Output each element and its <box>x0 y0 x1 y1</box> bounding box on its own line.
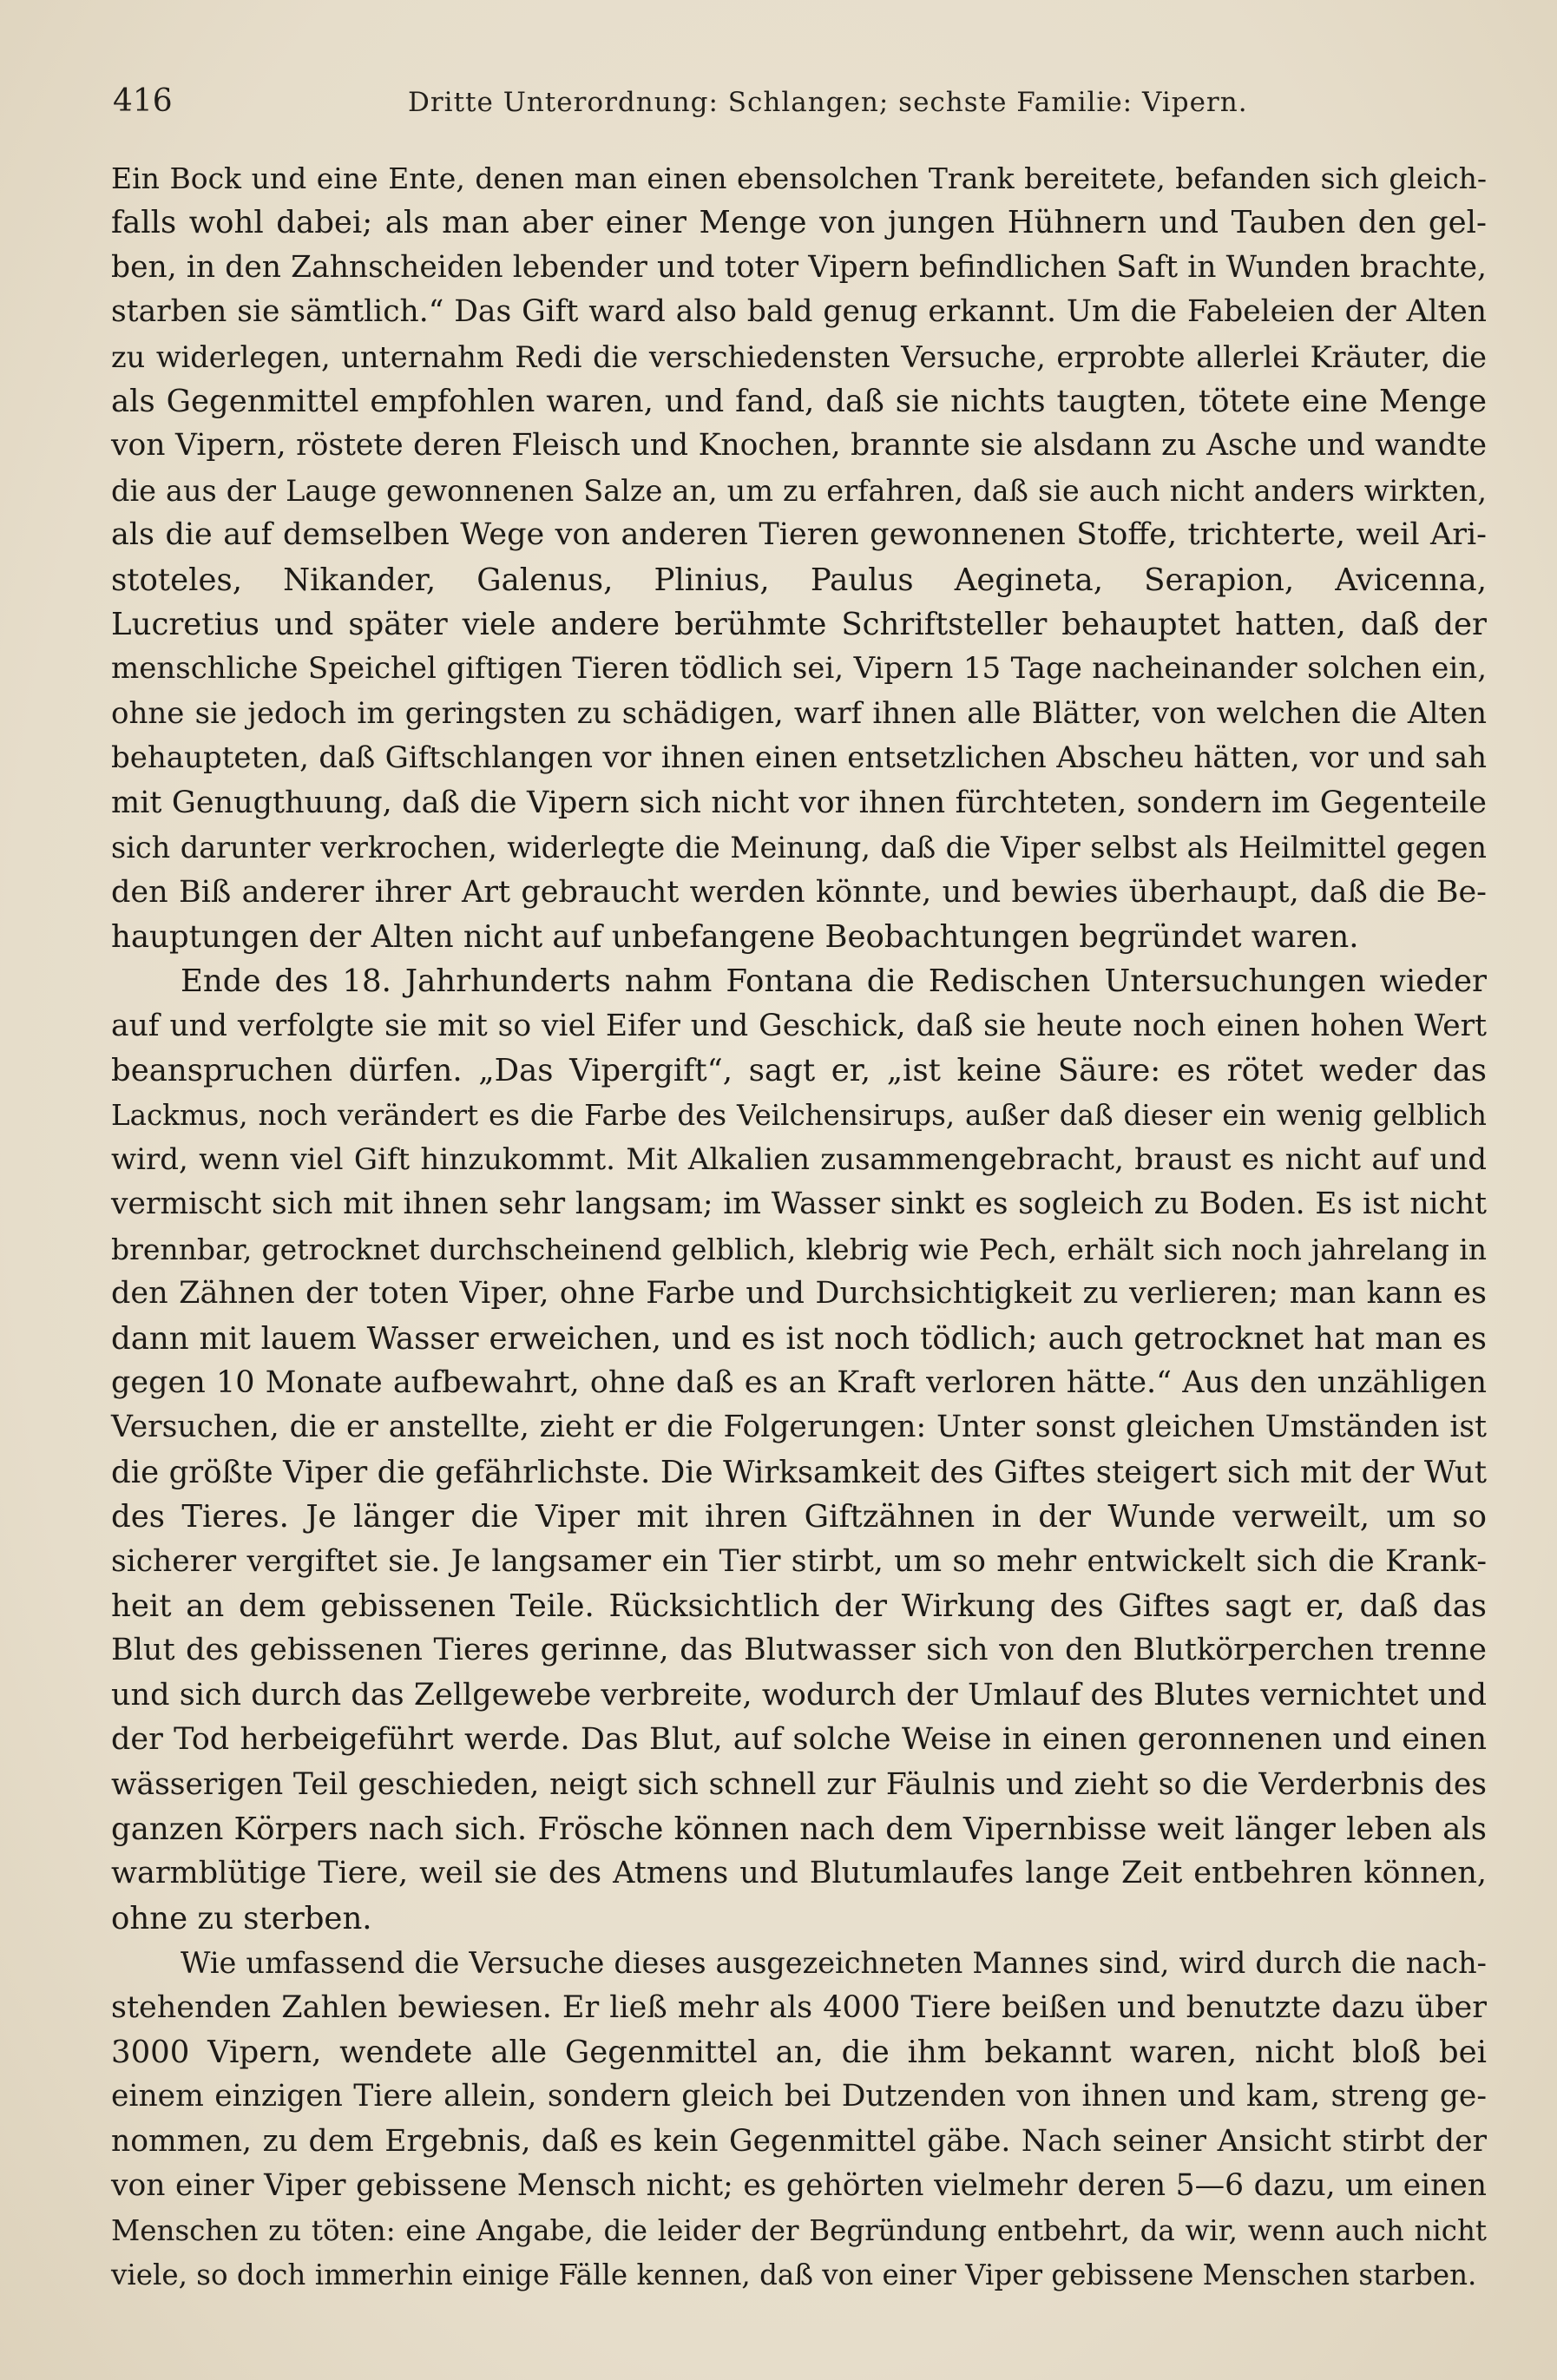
text-line: den Zähnen der toten Viper, ohne Farbe und Durchsichtigkeit zu verlieren; man kann es <box>111 1276 1487 1312</box>
text-line: Versuchen, die er anstellte, zieht er die Folgerungen: Unter sonst gleichen Umständen ist <box>111 1410 1487 1445</box>
paragraph <box>111 156 1487 959</box>
text-line: heit an dem gebissenen Teile. Rücksichtlich der Wirkung des Giftes sagt er, daß das <box>111 1588 1487 1624</box>
text-line: stoteles, Nikander, Galenus, Plinius, Paulus Aegineta, Serapion, Avicenna, <box>111 562 1487 598</box>
text-line: dann mit lauem Wasser erweichen, und es ist noch tödlich; auch getrocknet hat man es <box>111 1320 1487 1357</box>
text-line: Lackmus, noch verändert es die Farbe des Veilchensirups, außer daß dieser ein wenig gelblich <box>111 1098 1487 1132</box>
text-line: sicherer vergiftet sie. Je langsamer ein Tier stirbt, um so mehr entwickelt sich die Krank- <box>111 1543 1487 1579</box>
text-line: wird, wenn viel Gift hinzukommt. Mit Alkalien zusammengebracht, braust es nicht auf und <box>111 1141 1487 1177</box>
text-line: viele, so doch immerhin einige Fälle kennen, daß von einer Viper gebissene Menschen starben. <box>111 2258 1477 2292</box>
text-line: sich darunter verkrochen, widerlegte die Meinung, daß die Viper selbst als Heilmittel gegen <box>111 831 1487 865</box>
text-line: behaupteten, daß Giftschlangen vor ihnen einen entsetzlichen Abscheu hätten, vor und sah <box>111 740 1487 776</box>
text-line: einem einzigen Tiere allein, sondern gleich bei Dutzenden von ihnen und kam, streng ge- <box>111 2079 1487 2114</box>
text-line: von Vipern, röstete deren Fleisch und Knochen, brannte sie alsdann zu Asche und wandte <box>111 428 1487 464</box>
running-head: Dritte Unterordnung: Schlangen; sechste Familie: Vipern. <box>408 87 1248 118</box>
text-line: Menschen zu töten: eine Angabe, die leider der Begründung entbehrt, da wir, wenn auch nicht <box>111 2213 1487 2247</box>
page-header <box>113 83 1445 130</box>
text-line: des Tieres. Je länger die Viper mit ihren Giftzähnen in der Wunde verweilt, um so <box>111 1499 1487 1535</box>
text-line: nommen, zu dem Ergebnis, daß es kein Gegenmittel gäbe. Nach seiner Ansicht stirbt der <box>111 2123 1487 2159</box>
text-line: brennbar, getrocknet durchscheinend gelblich, klebrig wie Pech, erhält sich noch jahrelang in <box>111 1232 1487 1266</box>
text-line: die größte Viper die gefährlichste. Die Wirksamkeit des Giftes steigert sich mit der Wut <box>111 1454 1487 1490</box>
text-line: ben, in den Zahnscheiden lebender und toter Vipern befindlichen Saft in Wunden brachte, <box>111 249 1487 285</box>
text-line: Blut des gebissenen Tieres gerinne, das Blutwasser sich von den Blutkörperchen trenne <box>111 1633 1487 1668</box>
text-line: stehenden Zahlen bewiesen. Er ließ mehr als 4000 Tiere beißen und benutzte dazu über <box>111 1989 1487 2025</box>
paragraph <box>111 959 1487 1941</box>
text-line: ganzen Körpers nach sich. Frösche können nach dem Vipernbisse weit länger leben als <box>111 1811 1487 1848</box>
text-line: als die auf demselben Wege von anderen Tieren gewonnenen Stoffe, trichterte, weil Ari- <box>111 517 1487 553</box>
text-line: starben sie sämtlich.“ Das Gift ward also bald genug erkannt. Um die Fabeleien der Alten <box>111 294 1487 330</box>
text-line: als Gegenmittel empfohlen waren, und fand, daß sie nichts taugten, tötete eine Menge <box>111 384 1487 420</box>
text-line: gegen 10 Monate aufbewahrt, ohne daß es an Kraft verloren hätte.“ Aus den unzähligen <box>111 1364 1487 1400</box>
text-line: Ein Bock und eine Ente, denen man einen ebensolchen Trank bereitete, befanden sich gleich- <box>111 161 1487 195</box>
text-line: Ende des 18. Jahrhunderts nahm Fontana die Redischen Untersuchungen wieder <box>181 963 1487 1000</box>
text-line: hauptungen der Alten nicht auf unbefangene Beobachtungen begründet waren. <box>111 918 1359 955</box>
page-number: 416 <box>113 83 173 119</box>
body-text <box>111 156 1487 2298</box>
text-line: ohne sie jedoch im geringsten zu schädigen, warf ihnen alle Blätter, von welchen die Alten <box>111 695 1487 731</box>
text-line: vermischt sich mit ihnen sehr langsam; im Wasser sinkt es sogleich zu Boden. Es ist nicht <box>111 1187 1487 1222</box>
text-line: Wie umfassend die Versuche dieses ausgezeichneten Mannes sind, wird durch die nach- <box>181 1946 1487 1981</box>
text-line: ohne zu sterben. <box>111 1900 372 1936</box>
text-line: warmblütige Tiere, weil sie des Atmens und Blutumlaufes lange Zeit entbehren können, <box>111 1856 1487 1891</box>
text-line: und sich durch das Zellgewebe verbreite, wodurch der Umlauf des Blutes vernichtet und <box>111 1677 1487 1713</box>
text-line: mit Genugthuung, daß die Vipern sich nicht vor ihnen fürchteten, sondern im Gegenteile <box>111 785 1487 820</box>
text-line: Lucretius und später viele andere berühmte Schriftsteller behauptet hatten, daß der <box>111 607 1487 643</box>
text-line: die aus der Lauge gewonnenen Salze an, um zu erfahren, daß sie auch nicht anders wirkten, <box>111 473 1487 508</box>
text-line: den Biß anderer ihrer Art gebraucht werden könnte, und bewies überhaupt, daß die Be- <box>111 874 1487 910</box>
text-line: auf und verfolgte sie mit so viel Eifer und Geschick, daß sie heute noch einen hohen Wert <box>111 1008 1487 1043</box>
paragraph <box>111 1941 1487 2298</box>
text-line: von einer Viper gebissene Mensch nicht; es gehörten vielmehr deren 5—6 dazu, um einen <box>111 2168 1487 2204</box>
text-line: falls wohl dabei; als man aber einer Menge von jungen Hühnern und Tauben den gel- <box>111 205 1487 241</box>
text-line: beanspruchen dürfen. „Das Vipergift“, sagt er, „ist keine Säure: es rötet weder das <box>111 1053 1487 1089</box>
text-line: zu widerlegen, unternahm Redi die verschiedensten Versuche, erprobte allerlei Kräuter, die <box>111 339 1487 374</box>
text-line: wässerigen Teil geschieden, neigt sich schnell zur Fäulnis und zieht so die Verderbnis des <box>111 1766 1487 1802</box>
text-line: 3000 Vipern, wendete alle Gegenmittel an, die ihm bekannt waren, nicht bloß bei <box>111 2035 1487 2071</box>
text-line: menschliche Speichel giftigen Tieren tödlich sei, Vipern 15 Tage nacheinander solchen ein, <box>111 651 1487 687</box>
text-line: der Tod herbeigeführt werde. Das Blut, auf solche Weise in einen geronnenen und einen <box>111 1722 1487 1758</box>
